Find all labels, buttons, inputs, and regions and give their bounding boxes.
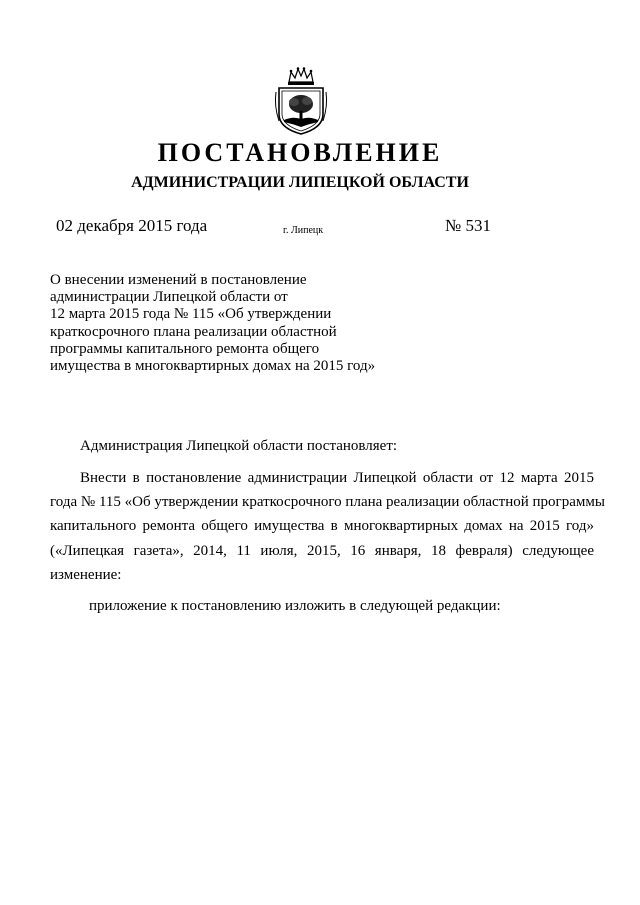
paragraph-line: капитального ремонта общего имущества в многоквартирных домах на 2015 год» [50, 518, 594, 535]
subject-line: краткосрочного плана реализации областной [50, 323, 337, 340]
paragraph-line: Внести в постановление администрации Липецкой области от 12 марта 2015 [80, 470, 594, 486]
document-subject [50, 272, 390, 375]
lipetsk-coat-of-arms-icon [273, 66, 329, 136]
document-number: № 531 [445, 216, 491, 235]
paragraph-line: изменение: [50, 566, 122, 583]
document-title: ПОСТАНОВЛЕНИЕ [157, 138, 443, 167]
subject-line: программы капитального ремонта общего [50, 340, 320, 357]
subject-line: О внесении изменений в постановление [50, 272, 307, 288]
document-date: 02 декабря 2015 года [56, 216, 208, 235]
subject-line: администрации Липецкой области от [50, 289, 288, 306]
resolution-paragraph [50, 466, 605, 587]
subject-line: имущества в многоквартирных домах на 2015 год» [50, 358, 376, 375]
paragraph-line: года № 115 «Об утверждении краткосрочного плана реализации областной программы [50, 494, 605, 511]
issuing-authority: АДМИНИСТРАЦИИ ЛИПЕЦКОЙ ОБЛАСТИ [131, 174, 469, 191]
document-city: г. Липецк [283, 225, 324, 236]
paragraph-line: («Липецкая газета», 2014, 11 июля, 2015, 16 января, 18 февраля) следующее [50, 542, 594, 559]
subject-line: 12 марта 2015 года № 115 «Об утверждении [50, 306, 332, 323]
resolution-clause: приложение к постановлению изложить в следующей редакции: [89, 598, 501, 614]
resolution-intro: Администрация Липецкой области постановляет: [80, 438, 398, 454]
